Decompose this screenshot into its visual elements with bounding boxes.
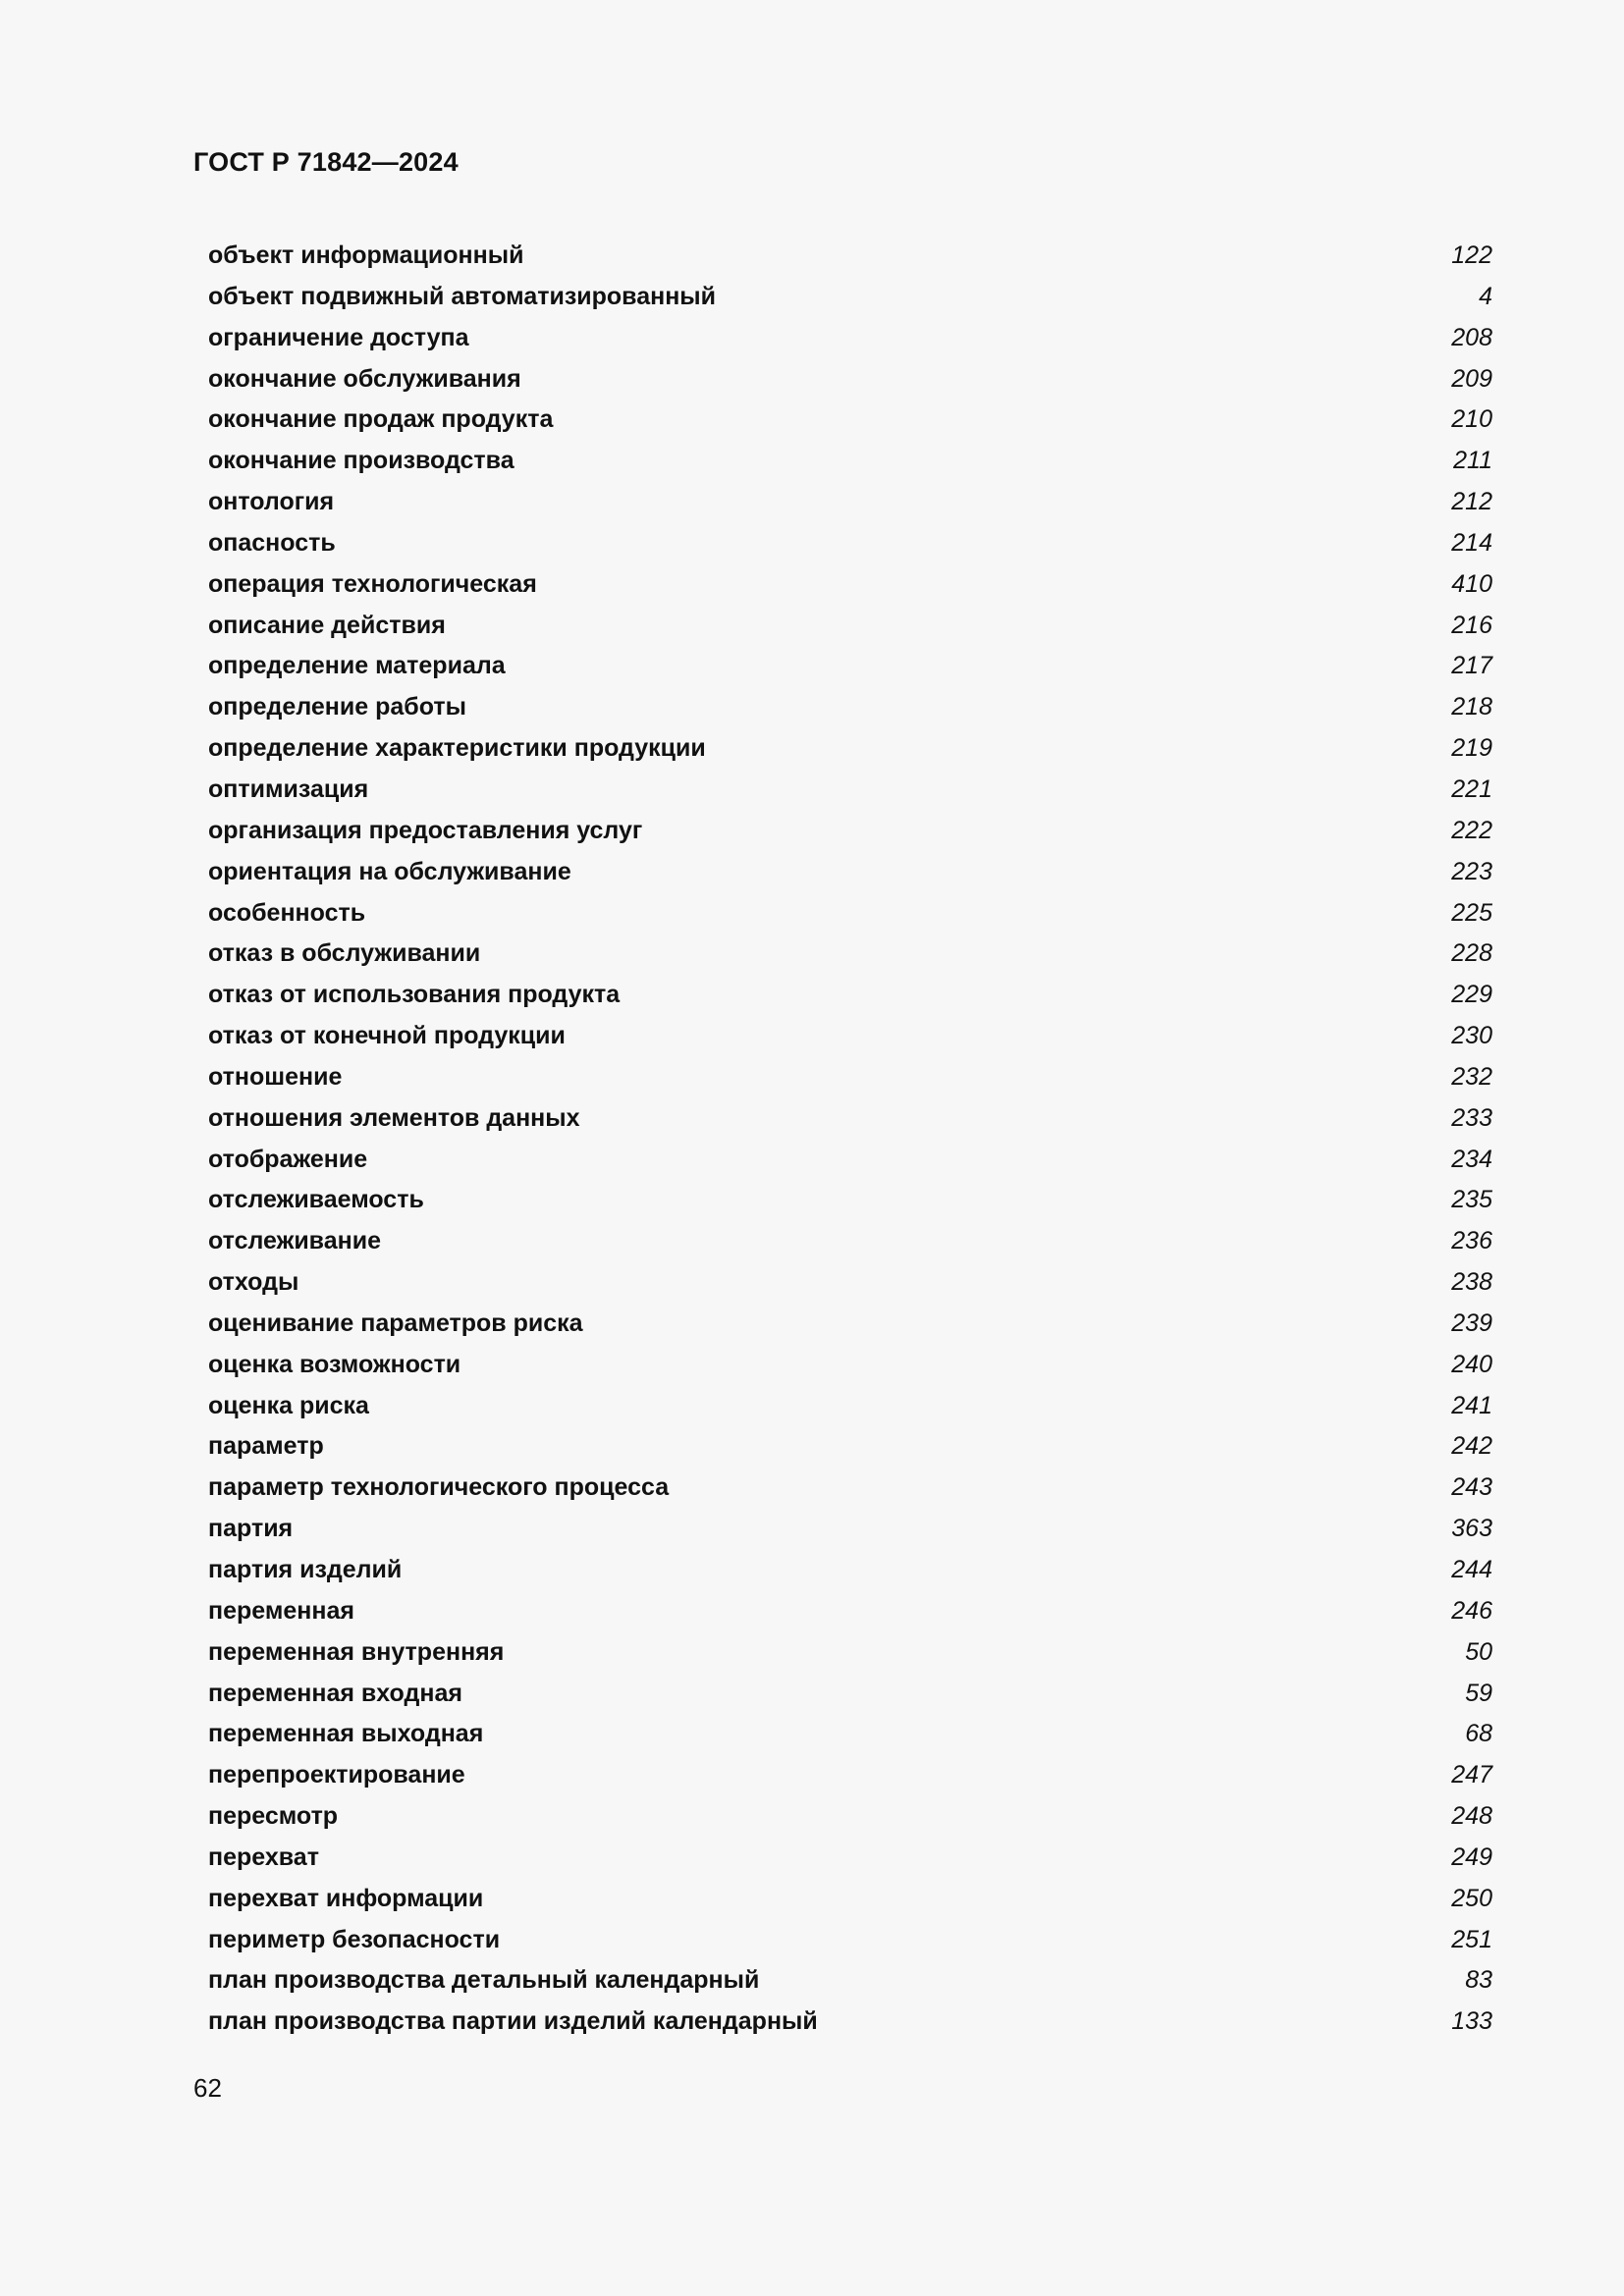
index-entry bbox=[208, 1057, 1492, 1098]
page-number: 62 bbox=[193, 2073, 222, 2103]
index-term: определение работы bbox=[208, 693, 466, 721]
index-term: окончание производства bbox=[208, 447, 514, 475]
index-term: отслеживание bbox=[208, 1227, 382, 1255]
index-term: оптимизация bbox=[208, 774, 369, 803]
index-term: окончание обслуживания bbox=[208, 364, 521, 393]
index-entry bbox=[208, 606, 1492, 647]
index-entry bbox=[208, 1796, 1492, 1838]
index-term: объект подвижный автоматизированный bbox=[208, 282, 717, 310]
index-reference-number: 218 bbox=[1451, 693, 1492, 721]
index-term: окончание продаж продукта bbox=[208, 405, 554, 434]
index-entry bbox=[208, 1262, 1492, 1304]
index-entry bbox=[208, 1920, 1492, 1961]
index-term: отходы bbox=[208, 1268, 299, 1297]
index-entry bbox=[208, 1221, 1492, 1262]
index-entry bbox=[208, 1386, 1492, 1427]
index-entry bbox=[208, 1016, 1492, 1057]
index-entry bbox=[208, 1180, 1492, 1221]
index-reference-number: 244 bbox=[1451, 1556, 1492, 1583]
index-term: отношение bbox=[208, 1062, 343, 1091]
index-term: отображение bbox=[208, 1145, 368, 1173]
index-reference-number: 228 bbox=[1451, 939, 1492, 968]
index-term: параметр технологического процесса bbox=[208, 1473, 670, 1502]
index-term: ориентация на обслуживание bbox=[208, 857, 571, 885]
index-reference-number: 234 bbox=[1451, 1145, 1492, 1173]
index-reference-number: 68 bbox=[1465, 1720, 1492, 1748]
index-reference-number: 248 bbox=[1451, 1802, 1492, 1831]
index-reference-number: 363 bbox=[1451, 1515, 1492, 1543]
index-entry bbox=[208, 1509, 1492, 1550]
index-reference-number: 211 bbox=[1453, 447, 1492, 475]
index-entry bbox=[208, 770, 1492, 811]
index-term: опасность bbox=[208, 528, 336, 557]
index-entry bbox=[208, 2002, 1492, 2043]
index-term: описание действия bbox=[208, 611, 446, 639]
index-term: оценивание параметров риска bbox=[208, 1308, 583, 1337]
index-entry bbox=[208, 1879, 1492, 1920]
index-entry bbox=[208, 523, 1492, 564]
index-entry bbox=[208, 1098, 1492, 1140]
index-term: переменная входная bbox=[208, 1679, 462, 1707]
index-reference-number: 250 bbox=[1451, 1884, 1492, 1912]
index-reference-number: 251 bbox=[1451, 1925, 1492, 1953]
index-entry bbox=[208, 1550, 1492, 1591]
index-reference-number: 236 bbox=[1451, 1227, 1492, 1255]
index-entry bbox=[208, 811, 1492, 852]
index-reference-number: 247 bbox=[1451, 1761, 1492, 1789]
index-term: особенность bbox=[208, 898, 366, 927]
index-term: перехват информации bbox=[208, 1884, 484, 1912]
index-reference-number: 241 bbox=[1451, 1391, 1492, 1419]
index-entry bbox=[208, 1632, 1492, 1674]
index-entry bbox=[208, 1140, 1492, 1181]
index-entry bbox=[208, 687, 1492, 728]
index-entry bbox=[208, 975, 1492, 1016]
index-entry bbox=[208, 359, 1492, 400]
index-term: ограничение доступа bbox=[208, 323, 469, 351]
index-entry bbox=[208, 1960, 1492, 2002]
index-term: оценка возможности bbox=[208, 1350, 461, 1378]
index-reference-number: 238 bbox=[1451, 1268, 1492, 1297]
index-entry bbox=[208, 1345, 1492, 1386]
index-term: периметр безопасности bbox=[208, 1925, 501, 1953]
index-entry bbox=[208, 400, 1492, 441]
index-entry bbox=[208, 728, 1492, 770]
index-entry bbox=[208, 1755, 1492, 1796]
index-term: онтология bbox=[208, 488, 335, 516]
index-reference-number: 122 bbox=[1451, 241, 1492, 269]
index-reference-number: 212 bbox=[1451, 488, 1492, 516]
alphabetical-index bbox=[208, 236, 1492, 2043]
index-reference-number: 246 bbox=[1451, 1596, 1492, 1625]
index-entry bbox=[208, 1304, 1492, 1345]
index-entry bbox=[208, 1674, 1492, 1715]
index-reference-number: 219 bbox=[1451, 734, 1492, 763]
index-term: объект информационный bbox=[208, 241, 524, 269]
index-term: отказ от конечной продукции bbox=[208, 1022, 566, 1050]
index-term: переменная внутренняя bbox=[208, 1637, 505, 1666]
index-entry bbox=[208, 482, 1492, 523]
index-reference-number: 208 bbox=[1451, 323, 1492, 351]
index-entry bbox=[208, 646, 1492, 687]
index-reference-number: 214 bbox=[1451, 528, 1492, 557]
index-term: отказ в обслуживании bbox=[208, 939, 481, 968]
index-term: план производства партии изделий календарный bbox=[208, 2007, 818, 2036]
index-term: партия изделий bbox=[208, 1556, 403, 1583]
index-reference-number: 222 bbox=[1451, 816, 1492, 844]
index-reference-number: 249 bbox=[1451, 1842, 1492, 1871]
index-term: переменная bbox=[208, 1596, 354, 1625]
index-reference-number: 243 bbox=[1451, 1473, 1492, 1502]
index-entry bbox=[208, 1468, 1492, 1509]
index-entry bbox=[208, 236, 1492, 277]
index-term: параметр bbox=[208, 1432, 324, 1461]
index-entry bbox=[208, 852, 1492, 893]
index-entry bbox=[208, 1426, 1492, 1468]
index-reference-number: 59 bbox=[1465, 1679, 1492, 1707]
index-entry bbox=[208, 277, 1492, 318]
index-term: перепроектирование bbox=[208, 1761, 465, 1789]
index-term: определение характеристики продукции bbox=[208, 734, 706, 763]
index-term: операция технологическая bbox=[208, 569, 537, 598]
index-term: определение материала bbox=[208, 652, 506, 680]
index-entry bbox=[208, 934, 1492, 975]
index-reference-number: 235 bbox=[1451, 1186, 1492, 1214]
index-reference-number: 50 bbox=[1465, 1637, 1492, 1666]
index-reference-number: 217 bbox=[1451, 652, 1492, 680]
index-reference-number: 83 bbox=[1465, 1966, 1492, 1995]
index-reference-number: 4 bbox=[1479, 282, 1492, 310]
index-term: план производства детальный календарный bbox=[208, 1966, 760, 1995]
index-term: отслеживаемость bbox=[208, 1186, 424, 1214]
index-reference-number: 242 bbox=[1451, 1432, 1492, 1461]
index-reference-number: 229 bbox=[1451, 981, 1492, 1009]
index-term: пересмотр bbox=[208, 1802, 339, 1831]
index-reference-number: 221 bbox=[1451, 774, 1492, 803]
index-entry bbox=[208, 893, 1492, 934]
index-term: отношения элементов данных bbox=[208, 1103, 580, 1132]
index-reference-number: 240 bbox=[1451, 1350, 1492, 1378]
index-term: оценка риска bbox=[208, 1391, 369, 1419]
index-term: отказ от использования продукта bbox=[208, 981, 621, 1009]
document-header: ГОСТ Р 71842—2024 bbox=[193, 147, 459, 177]
index-term: перехват bbox=[208, 1842, 319, 1871]
index-entry bbox=[208, 564, 1492, 606]
index-reference-number: 230 bbox=[1451, 1022, 1492, 1050]
index-reference-number: 225 bbox=[1451, 898, 1492, 927]
index-reference-number: 223 bbox=[1451, 857, 1492, 885]
index-term: организация предоставления услуг bbox=[208, 816, 643, 844]
index-entry bbox=[208, 318, 1492, 359]
index-reference-number: 209 bbox=[1451, 364, 1492, 393]
index-reference-number: 239 bbox=[1451, 1308, 1492, 1337]
index-entry bbox=[208, 1838, 1492, 1879]
index-reference-number: 133 bbox=[1451, 2007, 1492, 2036]
index-term: партия bbox=[208, 1515, 294, 1543]
index-reference-number: 410 bbox=[1451, 569, 1492, 598]
index-entry bbox=[208, 441, 1492, 482]
index-reference-number: 210 bbox=[1451, 405, 1492, 434]
index-term: переменная выходная bbox=[208, 1720, 484, 1748]
index-reference-number: 233 bbox=[1451, 1103, 1492, 1132]
index-reference-number: 216 bbox=[1451, 611, 1492, 639]
index-entry bbox=[208, 1591, 1492, 1632]
index-reference-number: 232 bbox=[1451, 1062, 1492, 1091]
index-entry bbox=[208, 1714, 1492, 1755]
